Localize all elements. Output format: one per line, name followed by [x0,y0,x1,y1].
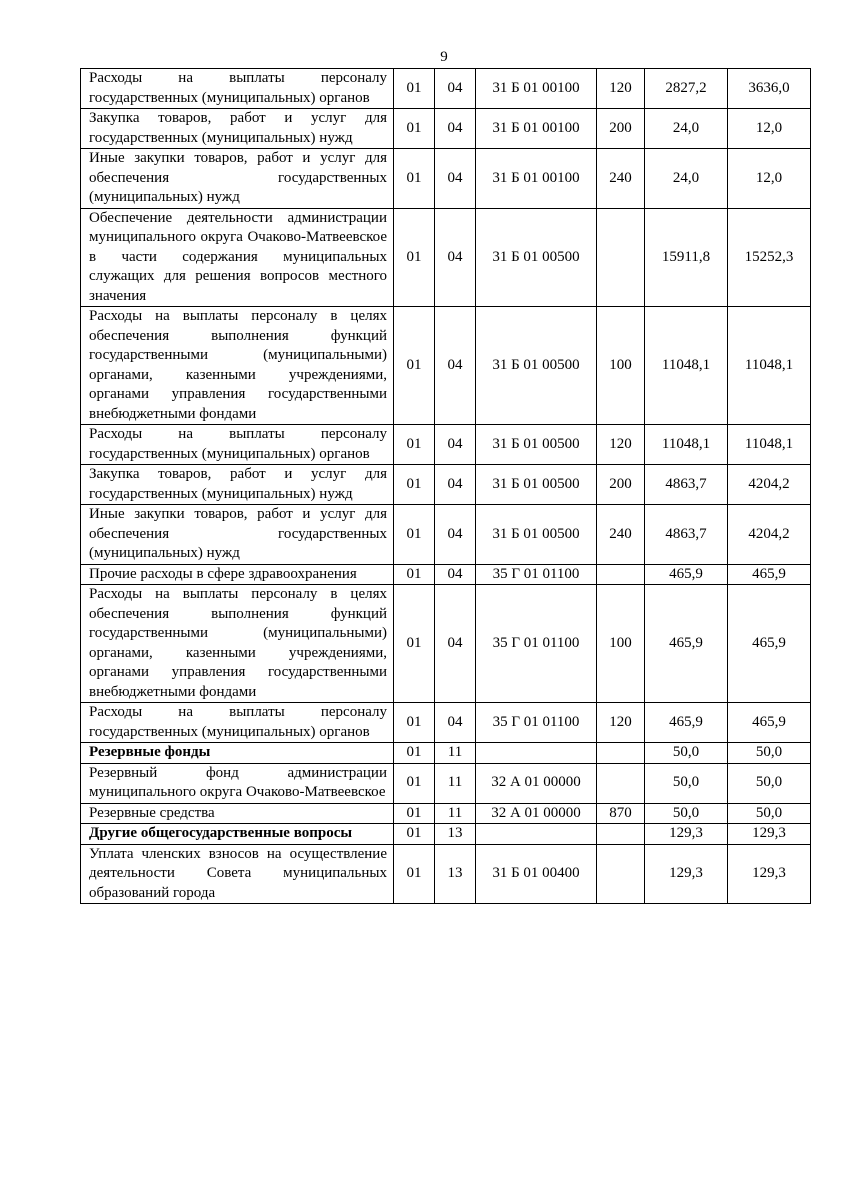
amount-year1-cell: 24,0 [645,109,728,149]
section-cell: 01 [394,465,435,505]
expense-type-cell: 120 [597,703,645,743]
amount-year1-cell: 129,3 [645,844,728,904]
amount-year1-cell: 465,9 [645,564,728,585]
amount-year1-cell: 11048,1 [645,307,728,425]
subsection-cell: 04 [435,703,476,743]
table-row [81,803,811,824]
expense-type-cell [597,824,645,845]
expense-type-cell [597,564,645,585]
target-code-cell: 35 Г 01 01100 [476,585,597,703]
expense-type-cell [597,208,645,307]
table-row [81,743,811,764]
target-code-cell [476,824,597,845]
subsection-cell: 11 [435,763,476,803]
amount-year1-cell: 2827,2 [645,69,728,109]
expense-type-cell: 100 [597,585,645,703]
section-cell: 01 [394,803,435,824]
table-row [81,425,811,465]
table-row [81,824,811,845]
expense-type-cell [597,743,645,764]
amount-year1-cell: 129,3 [645,824,728,845]
target-code-cell: 32 А 01 00000 [476,803,597,824]
expense-name-cell: Расходы на выплаты персоналу государственных (муниципальных) органов [81,703,394,743]
target-code-cell: 35 Г 01 01100 [476,703,597,743]
subsection-cell: 04 [435,564,476,585]
expense-type-cell: 240 [597,149,645,209]
expense-name-cell: Резервный фонд администрации муниципального округа Очаково-Матвеевское [81,763,394,803]
amount-year1-cell: 15911,8 [645,208,728,307]
expense-name-cell: Другие общегосударственные вопросы [81,824,394,845]
amount-year1-cell: 50,0 [645,763,728,803]
amount-year2-cell: 4204,2 [728,505,811,565]
amount-year1-cell: 4863,7 [645,505,728,565]
expense-name-cell: Расходы на выплаты персоналу государственных (муниципальных) органов [81,425,394,465]
section-cell: 01 [394,149,435,209]
subsection-cell: 04 [435,208,476,307]
expense-name-cell: Расходы на выплаты персоналу в целях обеспечения выполнения функций государственными (муниципальными) органами, казенными учреждениями, органами управления государственными внебюджетными фондами [81,585,394,703]
target-code-cell [476,743,597,764]
section-cell: 01 [394,763,435,803]
section-cell: 01 [394,844,435,904]
amount-year2-cell: 11048,1 [728,307,811,425]
target-code-cell: 31 Б 01 00100 [476,69,597,109]
table-row [81,149,811,209]
target-code-cell: 31 Б 01 00500 [476,208,597,307]
section-cell: 01 [394,69,435,109]
expense-type-cell: 120 [597,425,645,465]
budget-table [80,68,811,904]
section-cell: 01 [394,824,435,845]
section-cell: 01 [394,585,435,703]
amount-year2-cell: 465,9 [728,564,811,585]
expense-type-cell: 200 [597,465,645,505]
amount-year2-cell: 3636,0 [728,69,811,109]
amount-year1-cell: 4863,7 [645,465,728,505]
section-cell: 01 [394,109,435,149]
table-row [81,307,811,425]
table-row [81,505,811,565]
target-code-cell: 32 А 01 00000 [476,763,597,803]
subsection-cell: 04 [435,109,476,149]
target-code-cell: 31 Б 01 00100 [476,109,597,149]
section-cell: 01 [394,208,435,307]
amount-year2-cell: 50,0 [728,763,811,803]
subsection-cell: 11 [435,743,476,764]
expense-name-cell: Резервные средства [81,803,394,824]
expense-type-cell: 200 [597,109,645,149]
expense-name-cell: Расходы на выплаты персоналу государственных (муниципальных) органов [81,69,394,109]
table-row [81,564,811,585]
table-row [81,465,811,505]
amount-year2-cell: 15252,3 [728,208,811,307]
expense-type-cell: 120 [597,69,645,109]
table-row [81,69,811,109]
subsection-cell: 04 [435,465,476,505]
budget-table-body [81,69,811,904]
target-code-cell: 31 Б 01 00500 [476,505,597,565]
table-row [81,763,811,803]
amount-year2-cell: 12,0 [728,109,811,149]
expense-name-cell: Иные закупки товаров, работ и услуг для обеспечения государственных (муниципальных) нужд [81,505,394,565]
target-code-cell: 31 Б 01 00100 [476,149,597,209]
section-cell: 01 [394,703,435,743]
subsection-cell: 04 [435,149,476,209]
amount-year1-cell: 50,0 [645,743,728,764]
subsection-cell: 13 [435,824,476,845]
table-row [81,703,811,743]
amount-year2-cell: 129,3 [728,844,811,904]
subsection-cell: 04 [435,69,476,109]
amount-year1-cell: 465,9 [645,703,728,743]
amount-year1-cell: 24,0 [645,149,728,209]
expense-name-cell: Иные закупки товаров, работ и услуг для обеспечения государственных (муниципальных) нужд [81,149,394,209]
amount-year2-cell: 12,0 [728,149,811,209]
expense-name-cell: Уплата членских взносов на осуществление деятельности Совета муниципальных образований города [81,844,394,904]
target-code-cell: 31 Б 01 00400 [476,844,597,904]
table-row [81,208,811,307]
amount-year2-cell: 11048,1 [728,425,811,465]
amount-year2-cell: 4204,2 [728,465,811,505]
target-code-cell: 35 Г 01 01100 [476,564,597,585]
table-row [81,585,811,703]
subsection-cell: 13 [435,844,476,904]
amount-year1-cell: 50,0 [645,803,728,824]
section-cell: 01 [394,505,435,565]
subsection-cell: 04 [435,425,476,465]
table-row [81,844,811,904]
expense-name-cell: Закупка товаров, работ и услуг для государственных (муниципальных) нужд [81,465,394,505]
expense-type-cell [597,763,645,803]
section-cell: 01 [394,425,435,465]
amount-year2-cell: 465,9 [728,703,811,743]
amount-year2-cell: 465,9 [728,585,811,703]
subsection-cell: 11 [435,803,476,824]
amount-year1-cell: 465,9 [645,585,728,703]
expense-type-cell: 100 [597,307,645,425]
expense-name-cell: Закупка товаров, работ и услуг для государственных (муниципальных) нужд [81,109,394,149]
subsection-cell: 04 [435,307,476,425]
page-number: 9 [440,49,448,65]
table-row [81,109,811,149]
expense-name-cell: Прочие расходы в сфере здравоохранения [81,564,394,585]
expense-name-cell: Расходы на выплаты персоналу в целях обеспечения выполнения функций государственными (муниципальными) органами, казенными учреждениями, органами управления государственными внебюджетными фондами [81,307,394,425]
expense-name-cell: Резервные фонды [81,743,394,764]
amount-year1-cell: 11048,1 [645,425,728,465]
section-cell: 01 [394,564,435,585]
subsection-cell: 04 [435,505,476,565]
amount-year2-cell: 50,0 [728,743,811,764]
expense-name-cell: Обеспечение деятельности администрации муниципального округа Очаково-Матвеевское в части содержания муниципальных служащих для решения вопросов местного значения [81,208,394,307]
section-cell: 01 [394,307,435,425]
target-code-cell: 31 Б 01 00500 [476,425,597,465]
section-cell: 01 [394,743,435,764]
expense-type-cell: 240 [597,505,645,565]
expense-type-cell [597,844,645,904]
target-code-cell: 31 Б 01 00500 [476,307,597,425]
target-code-cell: 31 Б 01 00500 [476,465,597,505]
amount-year2-cell: 129,3 [728,824,811,845]
amount-year2-cell: 50,0 [728,803,811,824]
subsection-cell: 04 [435,585,476,703]
expense-type-cell: 870 [597,803,645,824]
